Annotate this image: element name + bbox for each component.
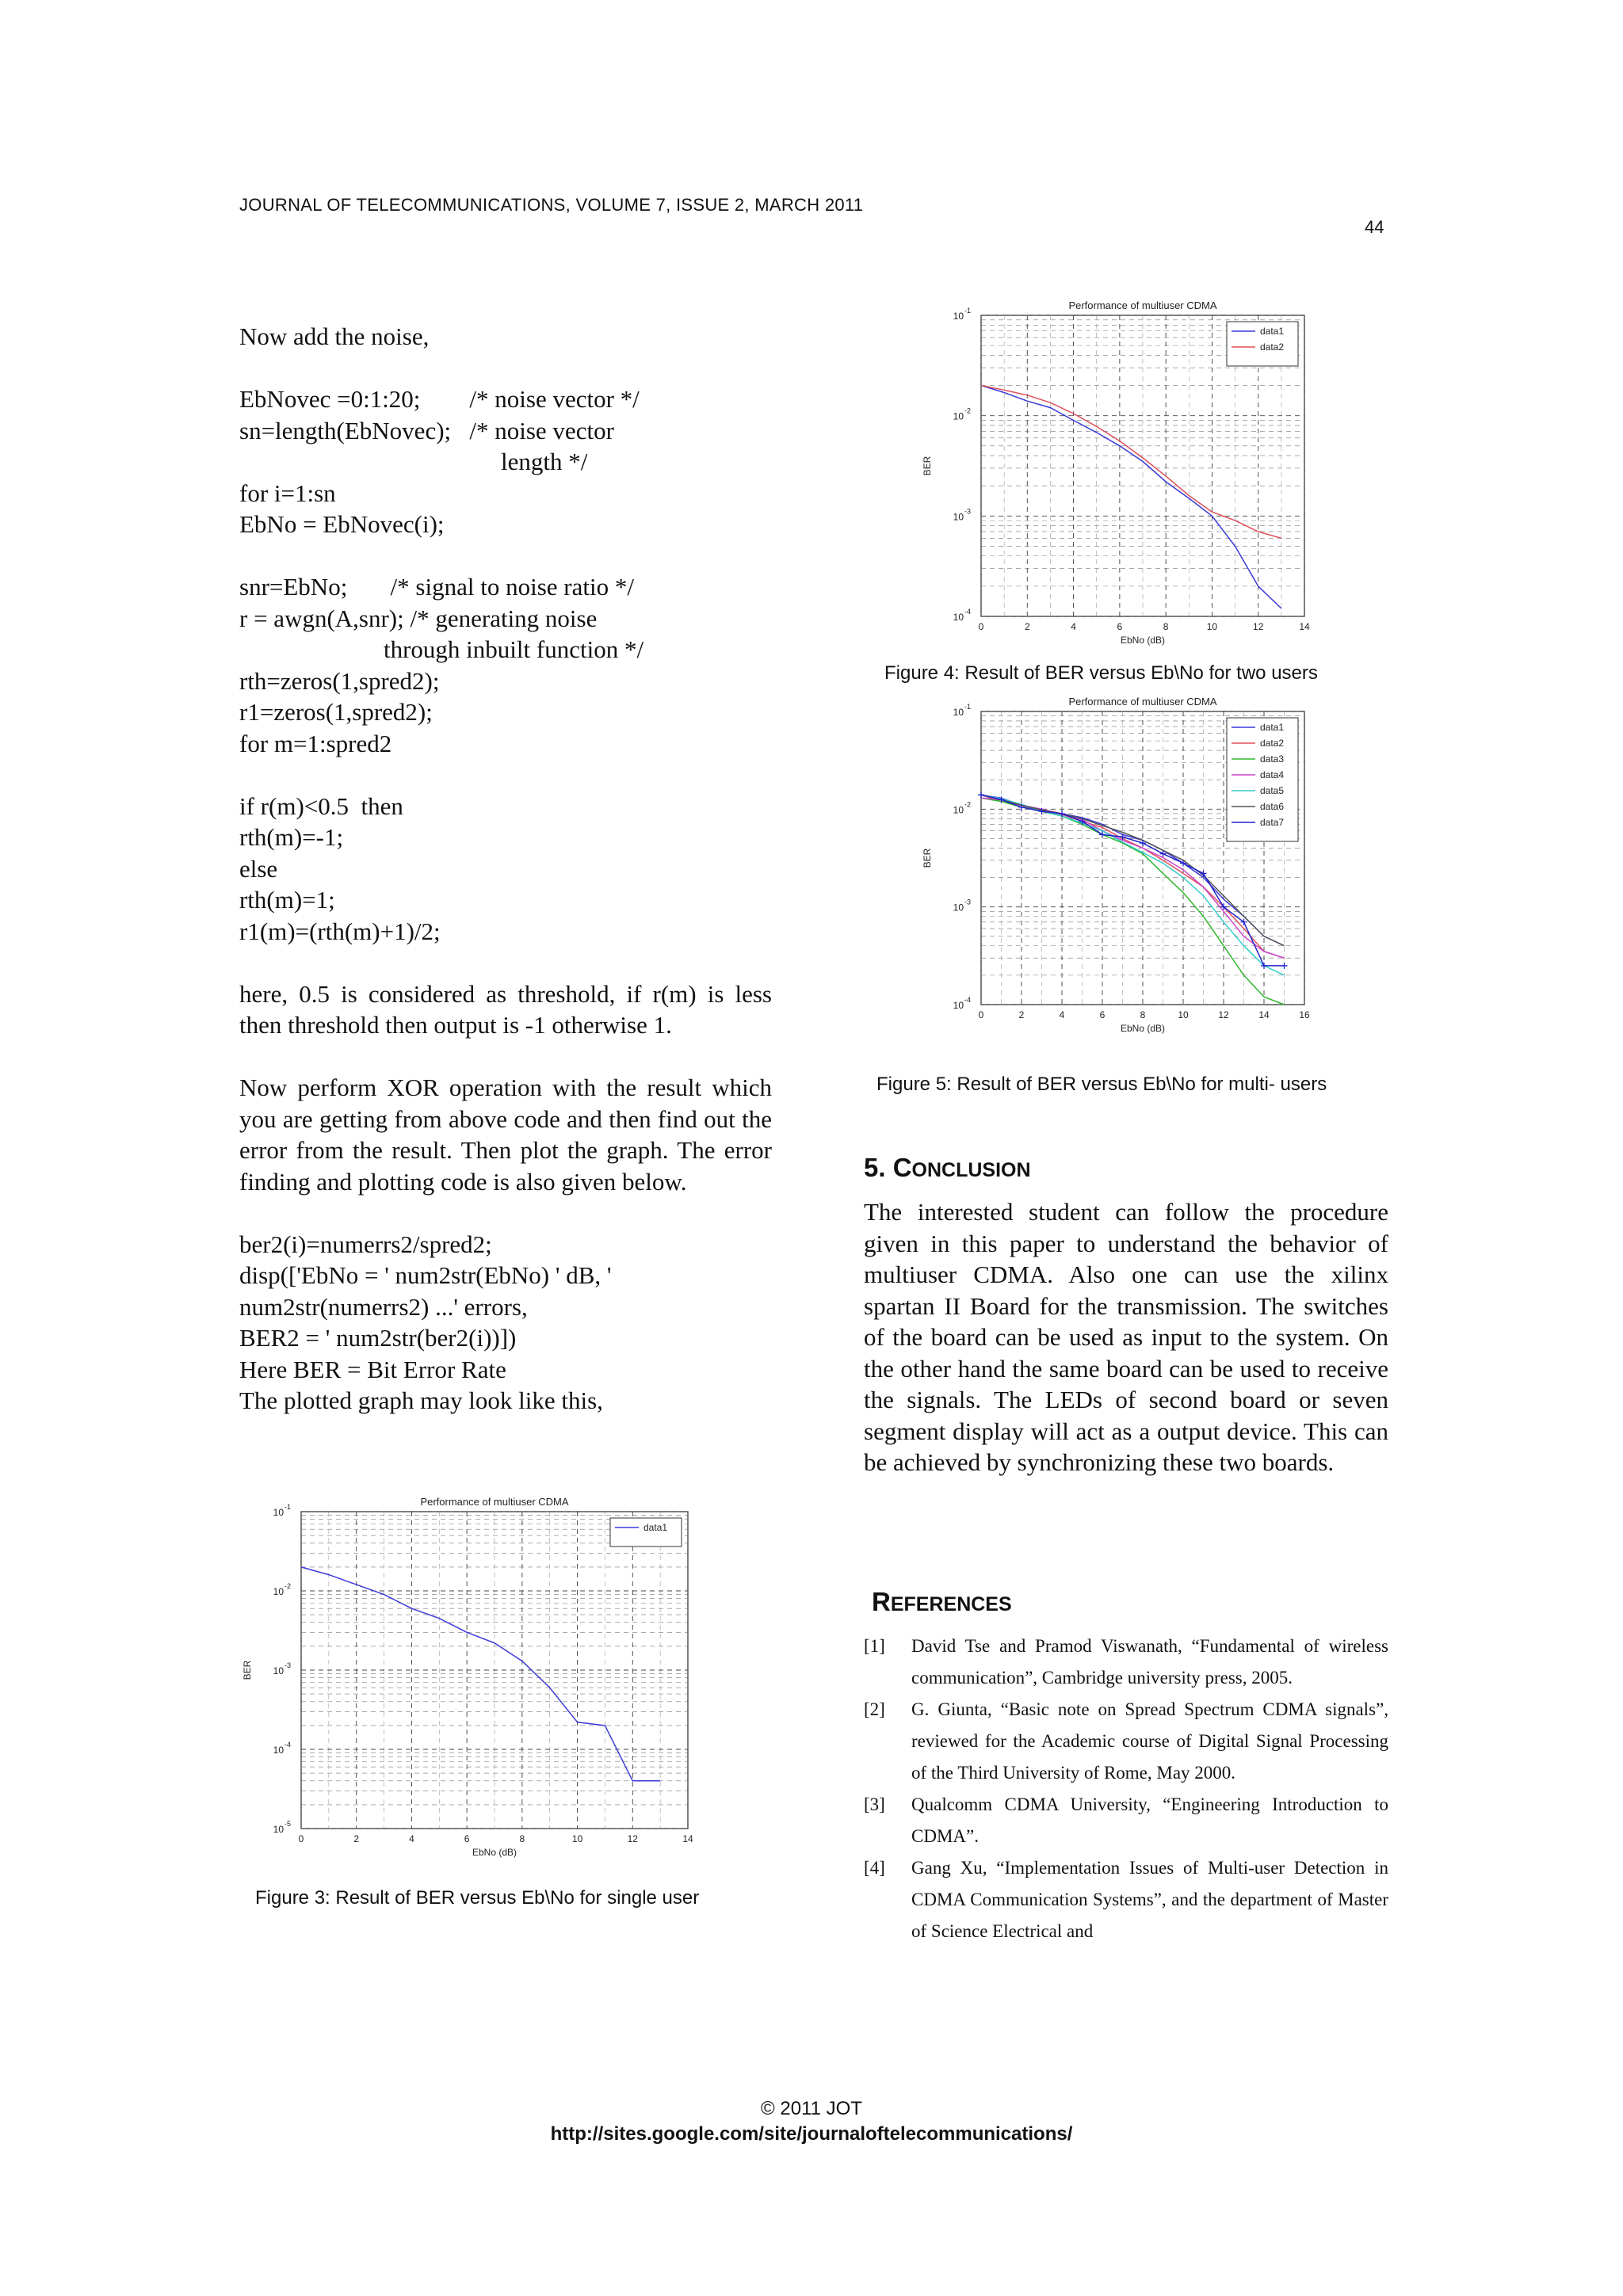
legend-label: data6 xyxy=(1260,801,1285,812)
legend-label: data5 xyxy=(1260,785,1285,796)
code-line: disp(['EbNo = ' num2str(EbNo) ' dB, ' xyxy=(239,1261,612,1289)
code-line: for m=1:spred2 xyxy=(239,729,392,757)
legend-label: data1 xyxy=(1260,326,1285,337)
code-line: ber2(i)=numerrs2/spred2; xyxy=(239,1230,492,1258)
section-heading-conclusion xyxy=(864,1153,1031,1183)
code-block-4 xyxy=(239,1229,772,1417)
x-tick-label: 4 xyxy=(1059,1009,1065,1020)
code-line: through inbuilt function */ xyxy=(384,635,644,663)
x-tick-label: 16 xyxy=(1299,1009,1310,1020)
y-tick-label: 10 xyxy=(273,1824,284,1835)
y-tick-exponent: -1 xyxy=(964,307,972,315)
x-tick-label: 8 xyxy=(1163,621,1169,632)
y-axis-label: BER xyxy=(922,456,933,476)
code-line: num2str(numerrs2) ...' errors, xyxy=(239,1292,528,1321)
legend-label: data3 xyxy=(1260,753,1285,765)
legend-label: data1 xyxy=(643,1522,668,1533)
left-column xyxy=(239,321,772,1417)
x-tick-label: 0 xyxy=(978,621,984,632)
legend-label: data2 xyxy=(1260,341,1285,353)
code-line: Here BER = Bit Error Rate xyxy=(239,1355,506,1383)
code-line: r1=zeros(1,spred2); xyxy=(239,698,433,726)
y-tick-label: 10 xyxy=(273,1586,284,1597)
x-tick-label: 6 xyxy=(1117,621,1123,632)
y-tick-label: 10 xyxy=(953,804,964,816)
y-tick-exponent: -4 xyxy=(964,996,972,1004)
y-tick-label: 10 xyxy=(273,1507,284,1518)
y-tick-exponent: -2 xyxy=(964,406,972,415)
x-axis-label: EbNo (dB) xyxy=(1120,635,1166,646)
y-tick-label: 10 xyxy=(953,1000,964,1011)
code-line: EbNovec =0:1:20; /* noise vector */ xyxy=(239,385,640,413)
y-tick-exponent: -3 xyxy=(964,898,972,906)
reference-item xyxy=(864,1789,1388,1852)
code-line: rth(m)=1; xyxy=(239,886,335,913)
code-line: if r(m)<0.5 then xyxy=(239,791,403,820)
x-tick-label: 2 xyxy=(1024,621,1030,632)
legend-label: data2 xyxy=(1260,738,1285,749)
y-tick-label: 10 xyxy=(273,1745,284,1756)
code-block-2 xyxy=(239,571,772,759)
x-tick-label: 4 xyxy=(409,1833,414,1844)
reference-text: Qualcomm CDMA University, “Engineering Introduction to CDMA”. xyxy=(911,1794,1388,1846)
y-tick-exponent: -2 xyxy=(285,1582,292,1590)
y-tick-exponent: -1 xyxy=(964,703,972,711)
footer-copyright: © 2011 JOT xyxy=(761,2098,862,2119)
reference-item xyxy=(864,1852,1388,1947)
y-tick-exponent: -4 xyxy=(285,1741,292,1749)
reference-number: [2] xyxy=(864,1699,885,1719)
section-title-initial: C xyxy=(892,1153,912,1182)
x-tick-label: 2 xyxy=(353,1833,360,1844)
y-tick-label: 10 xyxy=(953,511,964,523)
y-axis-label: BER xyxy=(242,1660,253,1680)
y-tick-exponent: -1 xyxy=(285,1503,292,1511)
figure-5-caption: Figure 5: Result of BER versus Eb\No for multi- users xyxy=(876,1074,1327,1095)
y-tick-exponent: -3 xyxy=(964,507,972,516)
y-tick-label: 10 xyxy=(953,902,964,913)
y-tick-label: 10 xyxy=(953,707,964,718)
chart-title: Performance of multiuser CDMA xyxy=(1068,299,1217,311)
y-tick-label: 10 xyxy=(953,311,964,322)
y-tick-exponent: -5 xyxy=(285,1820,292,1828)
code-line: sn=length(EbNovec); /* noise vector xyxy=(239,416,614,444)
y-tick-exponent: -3 xyxy=(285,1661,292,1669)
code-line: r = awgn(A,snr); /* generating noise xyxy=(239,604,598,632)
xor-paragraph: Now perform XOR operation with the result which you are getting from above code and then find out the error from the result. Then plot the graph. The error finding and plotting code is also given below. xyxy=(239,1074,772,1196)
x-tick-label: 14 xyxy=(682,1833,693,1844)
code-line: else xyxy=(239,854,278,883)
figure-3-chart xyxy=(239,1489,699,1870)
conclusion-paragraph: The interested student can follow the procedure given in this paper to understand the behavior of multiuser CDMA. Also one can use the xilinx spartan II Board for the transmission. The switches of the board can be used as input to the system. On the other hand the same board can be used to receive the signals. The LEDs of second board or seven segment display will act as a output device. This can be achieved by synchronizing these two boards. xyxy=(864,1198,1388,1476)
code-line: rth(m)=-1; xyxy=(239,823,344,851)
code-line: snr=EbNo; /* signal to noise ratio */ xyxy=(239,573,634,601)
x-axis-label: EbNo (dB) xyxy=(472,1847,517,1858)
code-line: EbNo = EbNovec(i); xyxy=(239,510,445,538)
y-axis-label: BER xyxy=(922,848,933,868)
reference-number: [3] xyxy=(864,1794,885,1814)
intro-line: Now add the noise, xyxy=(239,322,430,350)
legend-label: data4 xyxy=(1260,769,1285,780)
reference-text: G. Giunta, “Basic note on Spread Spectrum CDMA signals”, reviewed for the Academic course of Digital Signal Processing of the Third University of Rome, May 2000. xyxy=(911,1699,1388,1783)
y-tick-label: 10 xyxy=(953,410,964,422)
code-line: The plotted graph may look like this, xyxy=(239,1386,603,1414)
code-line: length */ xyxy=(501,448,588,475)
figure-4-chart xyxy=(919,293,1316,658)
footer-url: http://sites.google.com/site/journaloftelecommunications/ xyxy=(550,2123,1073,2145)
y-tick-exponent: -2 xyxy=(964,800,972,809)
code-line: for i=1:sn xyxy=(239,479,336,507)
reference-text: David Tse and Pramod Viswanath, “Fundamental of wireless communication”, Cambridge university press, 2005. xyxy=(911,1636,1388,1688)
x-axis-label: EbNo (dB) xyxy=(1120,1023,1166,1034)
x-tick-label: 2 xyxy=(1018,1009,1025,1020)
reference-item xyxy=(864,1630,1388,1694)
section-number: 5. xyxy=(864,1153,893,1182)
x-tick-label: 0 xyxy=(298,1833,304,1844)
y-tick-label: 10 xyxy=(273,1665,284,1676)
code-block-1 xyxy=(239,383,772,540)
reference-text: Gang Xu, “Implementation Issues of Multi-user Detection in CDMA Communication Systems”, and the department of Master of Science Electrical and xyxy=(911,1858,1388,1941)
x-tick-label: 10 xyxy=(571,1833,583,1844)
section-title-rest: ONCLUSION xyxy=(911,1159,1031,1181)
figure-5-chart xyxy=(919,689,1316,1046)
code-line: rth=zeros(1,spred2); xyxy=(239,666,440,695)
threshold-paragraph: here, 0.5 is considered as threshold, if r(m) is less then threshold then output is -1 otherwise 1. xyxy=(239,979,772,1039)
x-tick-label: 10 xyxy=(1206,621,1218,632)
x-tick-label: 8 xyxy=(519,1833,525,1844)
references-title-rest: EFERENCES xyxy=(890,1593,1012,1615)
figure-4-caption: Figure 4: Result of BER versus Eb\No for two users xyxy=(884,662,1318,684)
x-tick-label: 6 xyxy=(464,1833,470,1844)
x-tick-label: 12 xyxy=(627,1833,638,1844)
y-tick-label: 10 xyxy=(953,612,964,623)
legend-label: data1 xyxy=(1260,722,1285,733)
x-tick-label: 12 xyxy=(1253,621,1264,632)
code-line: BER2 = ' num2str(ber2(i))]) xyxy=(239,1324,517,1352)
x-tick-label: 14 xyxy=(1258,1009,1270,1020)
x-tick-label: 6 xyxy=(1099,1009,1106,1020)
references-title-initial: R xyxy=(872,1587,891,1616)
reference-number: [4] xyxy=(864,1858,885,1878)
page-number: 44 xyxy=(1365,217,1384,237)
x-tick-label: 10 xyxy=(1178,1009,1189,1020)
x-tick-label: 4 xyxy=(1071,621,1076,632)
references-list xyxy=(864,1630,1388,1947)
code-block-3 xyxy=(239,791,772,948)
y-tick-exponent: -4 xyxy=(964,608,972,616)
running-title: JOURNAL OF TELECOMMUNICATIONS, VOLUME 7, ISSUE 2, MARCH 2011 xyxy=(239,195,864,215)
x-tick-label: 0 xyxy=(978,1009,984,1020)
code-line: r1(m)=(rth(m)+1)/2; xyxy=(239,917,441,945)
reference-item xyxy=(864,1694,1388,1789)
x-tick-label: 8 xyxy=(1140,1009,1146,1020)
references-heading xyxy=(872,1587,1012,1617)
reference-number: [1] xyxy=(864,1636,885,1656)
chart-title: Performance of multiuser CDMA xyxy=(420,1496,569,1508)
legend-label: data7 xyxy=(1260,817,1285,828)
chart-title: Performance of multiuser CDMA xyxy=(1068,696,1217,707)
x-tick-label: 14 xyxy=(1299,621,1310,632)
figure-3-caption: Figure 3: Result of BER versus Eb\No for single user xyxy=(255,1887,700,1909)
x-tick-label: 12 xyxy=(1218,1009,1229,1020)
